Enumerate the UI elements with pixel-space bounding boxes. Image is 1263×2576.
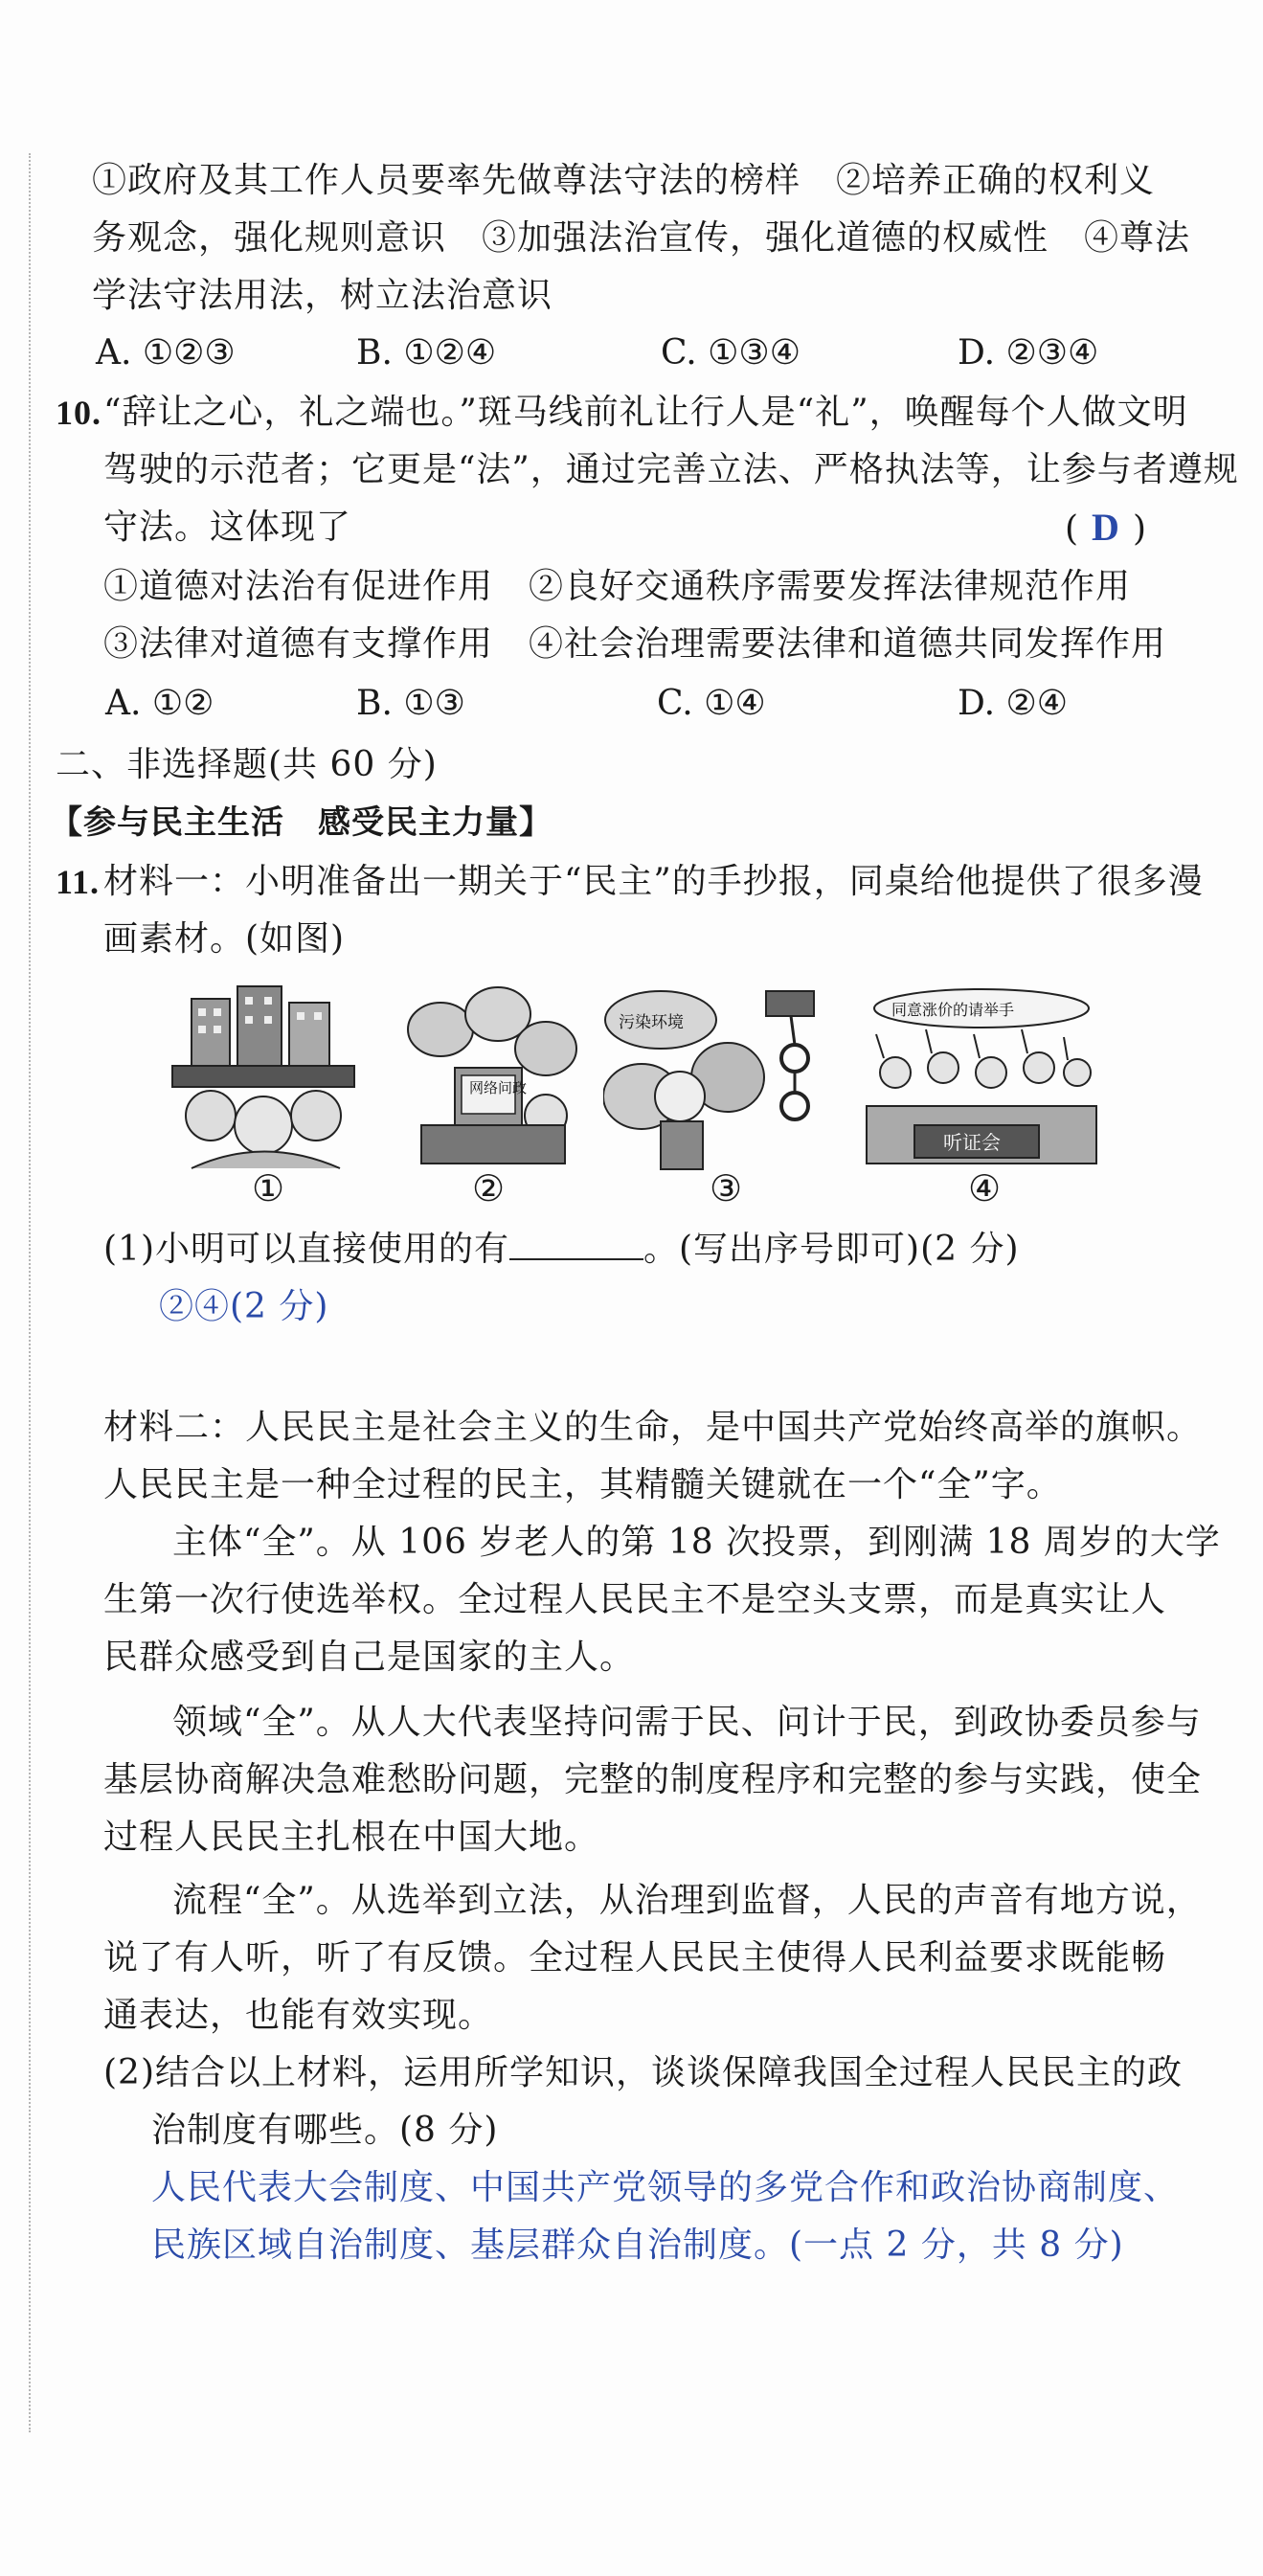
q10-option-c: C. ①④ [657, 684, 766, 723]
q11-material2-line: 领域“全”。从人大代表坚持问需于民、问计于民，到政协委员参与 [172, 1703, 1202, 1742]
q10-statement-line: ①道德对法治有促进作用 ②良好交通秩序需要发挥法律规范作用 [103, 567, 1132, 606]
fig4-sign: 同意涨价的请举手 [891, 1001, 1015, 1019]
q11-material2-line: 说了有人听，听了有反馈。全过程人民民主使得人民利益要求既能畅 [103, 1938, 1167, 1977]
section-title: 二、非选择题(共 60 分) [56, 745, 438, 784]
cartoon-1-buildings-crowd [163, 982, 364, 1173]
q11-material2-line: 生第一次行使选举权。全过程人民民主不是空头支票，而是真实让人 [103, 1580, 1167, 1619]
paren-open: ( [1065, 509, 1079, 549]
q9-option-d: D. ②③④ [958, 333, 1099, 373]
q11-sub1-text-end: 。(写出序号即可)(2 分) [643, 1230, 1020, 1269]
cartoon-3-pollution-handcuff [603, 982, 852, 1173]
q10-stem-line: 驾驶的示范者；它更是“法”，通过完善立法、严格执法等，让参与者遵规 [103, 450, 1239, 489]
q10-statement-line: ③法律对道德有支撑作用 ④社会治理需要法律和道德共同发挥作用 [103, 624, 1167, 664]
q11-sub2-answer-line: 民族区域自治制度、基层群众自治制度。(一点 2 分，共 8 分) [151, 2226, 1124, 2265]
figure-label-1: ① [251, 1167, 285, 1209]
q9-option-b: B. ①②④ [356, 333, 497, 373]
q10-stem-line: 守法。这体现了 [103, 508, 352, 547]
q11-sub2-answer-line: 人民代表大会制度、中国共产党领导的多党合作和政治协商制度、 [151, 2168, 1180, 2207]
q9-statement-line: 务观念，强化规则意识 ③加强法治宣传，强化道德的权威性 ④尊法 [92, 218, 1191, 258]
q11-material1-line: 材料一：小明准备出一期关于“民主”的手抄报，同桌给他提供了很多漫 [103, 862, 1204, 901]
binding-margin-rule [29, 153, 31, 2432]
q11-material2-line: 主体“全”。从 106 岁老人的第 18 次投票，到刚满 18 周岁的大学 [172, 1523, 1221, 1562]
q10-answer: D [1092, 506, 1119, 549]
q11-sub2-line: (2)结合以上材料，运用所学知识，谈谈保障我国全过程人民民主的政 [103, 2053, 1183, 2092]
q11-sub2-line: 治制度有哪些。(8 分) [151, 2111, 499, 2150]
fig3-sign: 污染环境 [619, 1013, 684, 1032]
fig2-sign: 网络问政 [469, 1079, 528, 1096]
q10-option-d: D. ②④ [958, 684, 1069, 723]
paren-close: ) [1132, 509, 1146, 549]
q9-option-c: C. ①③④ [661, 333, 801, 373]
q11-material2-line: 通表达，也能有效实现。 [103, 1996, 494, 2035]
q11-sub1-answer: ②④(2 分) [159, 1287, 329, 1326]
q10-option-a: A. ①② [105, 684, 214, 723]
figure-label-2: ② [471, 1167, 506, 1209]
q11-material2-line: 民群众感受到自己是国家的主人。 [103, 1638, 636, 1677]
q11-material1-line: 画素材。(如图) [103, 919, 346, 959]
q10-option-b: B. ①③ [356, 684, 465, 723]
q10-answer-bracket [1065, 506, 1146, 552]
fig4-banner: 听证会 [943, 1131, 1001, 1154]
figure-label-3: ③ [709, 1167, 743, 1209]
cartoon-2-online-politics [402, 982, 603, 1173]
q11-material2-line: 流程“全”。从选举到立法，从治理到监督，人民的声音有地方说， [172, 1881, 1202, 1920]
q9-option-a: A. ①②③ [96, 333, 236, 373]
answer-blank [509, 1230, 643, 1260]
q11-material2-line: 材料二：人民民主是社会主义的生命，是中国共产党始终高举的旗帜。 [103, 1408, 1203, 1447]
q10-stem-line: “辞让之心，礼之端也。”斑马线前礼让行人是“礼”，唤醒每个人做文明 [103, 393, 1188, 432]
cartoon-4-hearing [857, 982, 1106, 1173]
q11-material2-line: 基层协商解决急难愁盼问题，完整的制度程序和完整的参与实践，使全 [103, 1760, 1203, 1799]
figure-label-4: ④ [967, 1167, 1002, 1209]
q11-sub1 [103, 1228, 1020, 1272]
q11-material2-line: 过程人民民主扎根在中国大地。 [103, 1818, 600, 1857]
q9-statement-line: 学法守法用法，树立法治意识 [92, 276, 553, 315]
unit-heading: 【参与民主生活 感受民主力量】 [50, 803, 553, 842]
q9-statement-line: ①政府及其工作人员要率先做尊法守法的榜样 ②培养正确的权利义 [92, 161, 1156, 200]
q11-sub1-text: (1)小明可以直接使用的有 [103, 1230, 509, 1269]
q10-number: 10. [56, 394, 101, 432]
q11-material2-line: 人民民主是一种全过程的民主，其精髓关键就在一个“全”字。 [103, 1465, 1062, 1504]
q11-number: 11. [56, 863, 101, 901]
